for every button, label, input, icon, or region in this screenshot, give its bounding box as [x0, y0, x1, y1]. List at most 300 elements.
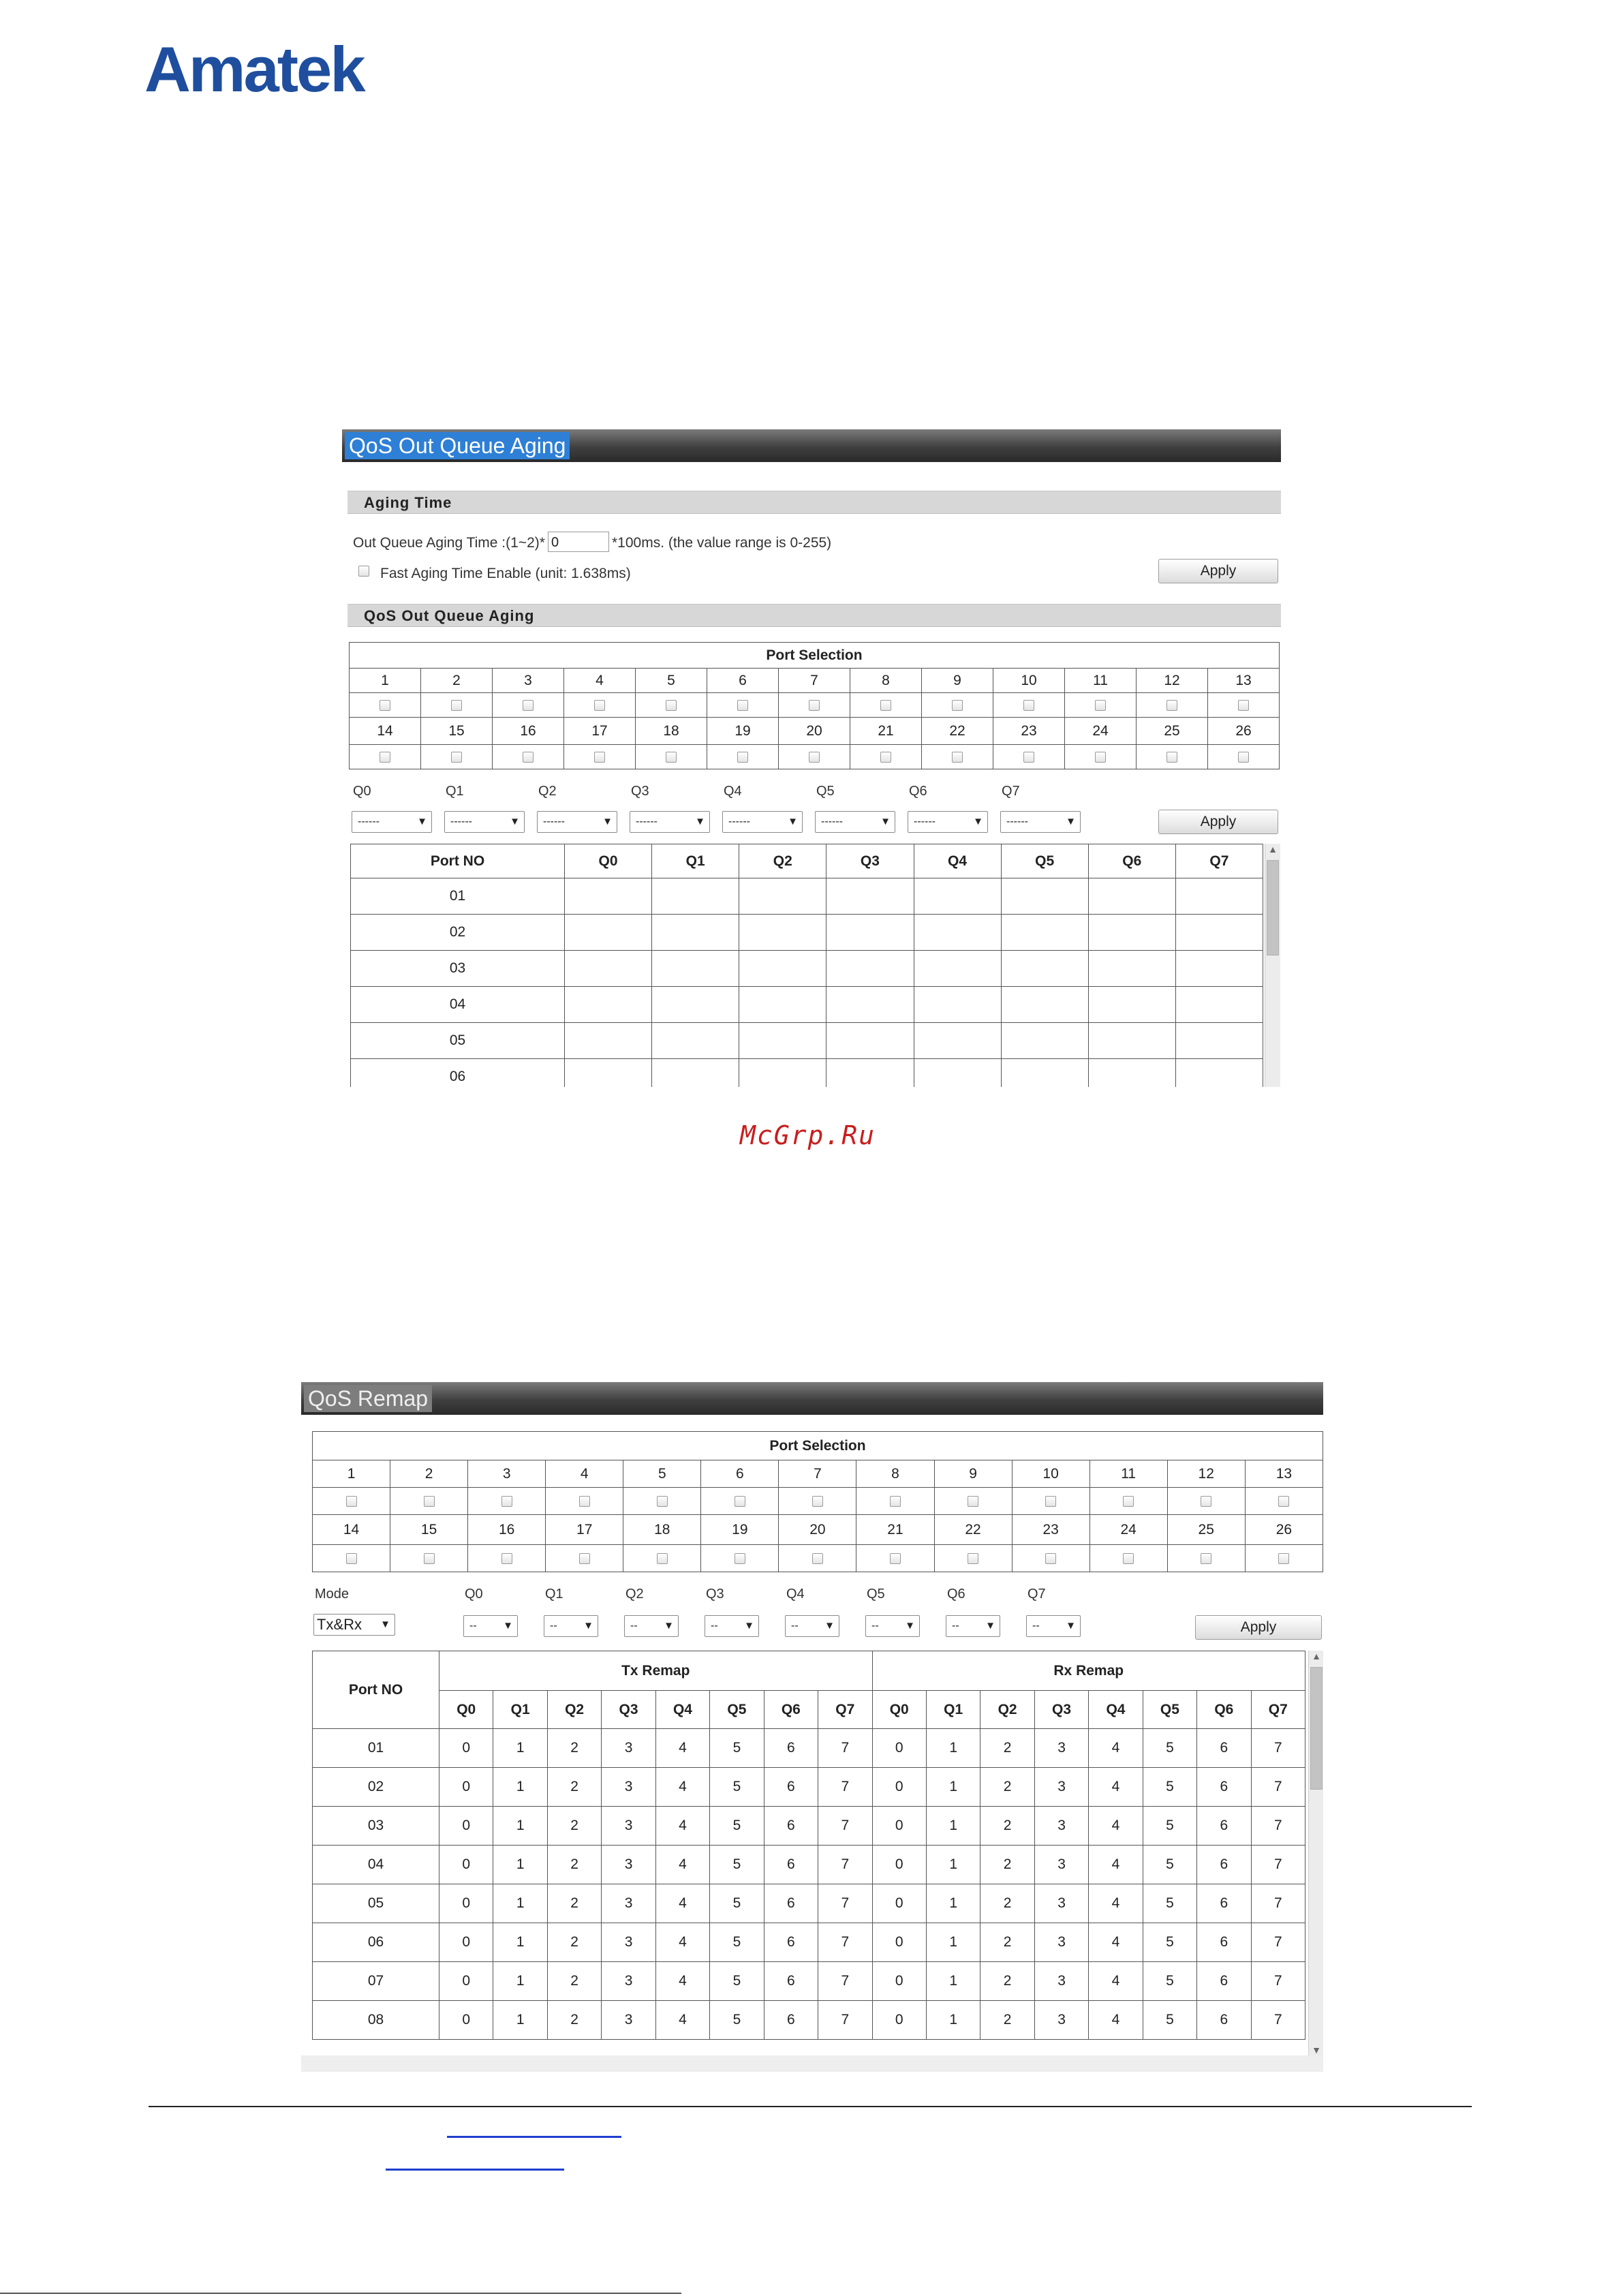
port-cell: 03: [351, 951, 565, 987]
apply-remap-button[interactable]: Apply: [1195, 1615, 1322, 1640]
tx-remap-cell: 6: [764, 1846, 818, 1884]
port-checkbox[interactable]: [523, 700, 534, 711]
tx-remap-cell: 0: [439, 1807, 493, 1846]
port-label: 18: [636, 718, 707, 745]
queue-select-q5[interactable]: [815, 811, 895, 833]
port-checkbox[interactable]: [451, 700, 462, 711]
port-label: 5: [623, 1460, 701, 1488]
queue-header: Q0: [565, 844, 652, 878]
port-label: 7: [779, 669, 850, 693]
apply-queue-button[interactable]: Apply: [1158, 810, 1278, 834]
port-checkbox[interactable]: [657, 1553, 668, 1564]
port-selection-table: [349, 642, 1280, 769]
rx-remap-cell: 3: [1034, 1923, 1088, 1962]
port-checkbox[interactable]: [346, 1496, 357, 1507]
queue-label-q1: Q1: [446, 784, 464, 799]
rx-remap-cell: 2: [980, 1729, 1034, 1768]
port-label: 2: [421, 669, 493, 693]
tx-remap-cell: 4: [655, 1962, 709, 2001]
port-label: 14: [313, 1515, 390, 1545]
rx-remap-cell: 3: [1034, 2001, 1088, 2040]
port-checkbox[interactable]: [890, 1496, 901, 1507]
tx-remap-cell: 0: [439, 1962, 493, 2001]
tx-remap-cell: 2: [547, 1962, 601, 2001]
rx-remap-cell: 5: [1143, 1884, 1196, 1923]
footer-divider: [149, 2106, 1472, 2107]
port-checkbox[interactable]: [1201, 1496, 1211, 1507]
remap-table-scrollbar[interactable]: [1308, 1651, 1323, 2055]
tx-remap-cell: 1: [493, 1846, 547, 1884]
port-label: 10: [1012, 1460, 1089, 1488]
port-label: 16: [493, 718, 564, 745]
queue-select-q0[interactable]: [463, 1615, 518, 1637]
rx-remap-cell: 7: [1251, 1768, 1305, 1807]
tx-remap-cell: 3: [602, 1923, 655, 1962]
port-label: 8: [850, 669, 922, 693]
rx-remap-cell: 4: [1089, 2001, 1143, 2040]
port-checkbox[interactable]: [1238, 700, 1249, 711]
queue-header: Q5: [1001, 844, 1088, 878]
tx-remap-cell: 5: [710, 2001, 764, 2040]
fast-aging-label: Fast Aging Time Enable (unit: 1.638ms): [380, 566, 631, 581]
port-checkbox[interactable]: [880, 752, 891, 763]
port-label: 17: [564, 718, 636, 745]
rx-remap-cell: 1: [926, 1846, 980, 1884]
tx-queue-header: Q4: [655, 1691, 709, 1729]
table-row: [313, 1923, 1305, 1962]
tx-queue-header: Q6: [764, 1691, 818, 1729]
select-value: ------: [728, 816, 750, 827]
mode-label: Mode: [315, 1587, 350, 1602]
tx-remap-cell: 4: [655, 1923, 709, 1962]
port-label: 3: [493, 669, 564, 693]
port-label: 22: [934, 1515, 1012, 1545]
port-checkbox[interactable]: [1095, 752, 1106, 763]
rx-remap-cell: 6: [1197, 1807, 1251, 1846]
queue-select-q3[interactable]: [705, 1615, 759, 1637]
rx-remap-cell: 5: [1143, 2001, 1196, 2040]
rx-remap-cell: 6: [1197, 1729, 1251, 1768]
amatek-logo: Amatek: [144, 33, 364, 105]
rx-queue-header: Q4: [1089, 1691, 1143, 1729]
port-label: 20: [779, 1515, 856, 1545]
remap-table: [312, 1651, 1305, 2040]
dropdown-arrow-icon: ▼: [1066, 816, 1076, 827]
tx-queue-header: Q0: [439, 1691, 493, 1729]
port-label: 13: [1245, 1460, 1323, 1488]
rx-remap-cell: 6: [1197, 1923, 1251, 1962]
port-checkbox[interactable]: [666, 752, 677, 763]
port-label: 1: [313, 1460, 390, 1488]
port-checkbox[interactable]: [594, 700, 605, 711]
rx-remap-cell: 7: [1251, 1729, 1305, 1768]
port-label: 10: [993, 669, 1065, 693]
port-label: 13: [1208, 669, 1280, 693]
tx-remap-cell: 0: [439, 1768, 493, 1807]
table-row: [313, 1807, 1305, 1846]
port-checkbox[interactable]: [1123, 1553, 1134, 1564]
port-checkbox[interactable]: [594, 752, 605, 763]
tx-remap-cell: 0: [439, 1846, 493, 1884]
scroll-up-icon[interactable]: ▲: [1312, 1651, 1321, 1662]
rx-remap-header: Rx Remap: [872, 1651, 1305, 1691]
port-label: 9: [934, 1460, 1012, 1488]
dropdown-arrow-icon: ▼: [510, 816, 520, 827]
port-checkbox[interactable]: [735, 1553, 745, 1564]
port-cell: 04: [313, 1846, 439, 1884]
rx-remap-cell: 5: [1143, 1962, 1196, 2001]
select-value: --: [1032, 1620, 1040, 1632]
queue-select-q3[interactable]: [630, 811, 710, 833]
port-checkbox[interactable]: [380, 752, 390, 763]
rx-remap-cell: 2: [980, 2001, 1034, 2040]
port-label: 24: [1089, 1515, 1167, 1545]
port-checkbox[interactable]: [890, 1553, 901, 1564]
dropdown-arrow-icon: ▼: [985, 1620, 995, 1632]
tx-remap-cell: 0: [439, 2001, 493, 2040]
tx-remap-cell: 3: [602, 2001, 655, 2040]
port-label: 15: [421, 718, 493, 745]
tx-remap-cell: 5: [710, 1846, 764, 1884]
port-label: 23: [1012, 1515, 1089, 1545]
rx-remap-cell: 6: [1197, 1768, 1251, 1807]
port-checkbox[interactable]: [1238, 752, 1249, 763]
port-checkbox[interactable]: [1095, 700, 1106, 711]
rx-remap-cell: 7: [1251, 1962, 1305, 2001]
port-checkbox[interactable]: [1123, 1496, 1134, 1507]
tx-remap-cell: 0: [439, 1923, 493, 1962]
port-checkbox[interactable]: [424, 1553, 435, 1564]
dropdown-arrow-icon: ▼: [824, 1620, 835, 1632]
select-value: --: [550, 1620, 557, 1632]
port-label: 4: [564, 669, 636, 693]
queue-label-q0: Q0: [465, 1587, 483, 1602]
port-checkbox[interactable]: [1166, 700, 1177, 711]
rx-remap-cell: 2: [980, 1846, 1034, 1884]
port-label: 19: [701, 1515, 779, 1545]
select-value: ------: [450, 816, 472, 827]
rx-remap-cell: 6: [1197, 1962, 1251, 2001]
rx-remap-cell: 0: [872, 1962, 926, 2001]
rx-remap-cell: 0: [872, 2001, 926, 2040]
tx-queue-header: Q5: [710, 1691, 764, 1729]
dropdown-arrow-icon: ▼: [503, 1620, 513, 1632]
tx-remap-cell: 3: [602, 1846, 655, 1884]
aging-time-section-header: Aging Time: [347, 491, 1281, 514]
queue-label-q2: Q2: [625, 1587, 644, 1602]
rx-remap-cell: 0: [872, 1923, 926, 1962]
tx-remap-cell: 2: [547, 1729, 601, 1768]
aging-time-suffix: *100ms. (the value range is 0-255): [612, 535, 832, 551]
port-label: 20: [779, 718, 850, 745]
table-row: [351, 987, 1263, 1023]
queue-select-q4[interactable]: [722, 811, 803, 833]
port-checkbox[interactable]: [501, 1553, 512, 1564]
tx-remap-cell: 7: [818, 1729, 872, 1768]
port-checkbox[interactable]: [579, 1496, 590, 1507]
port-label: 4: [546, 1460, 623, 1488]
select-value: ------: [1006, 816, 1028, 827]
port-checkbox[interactable]: [657, 1496, 668, 1507]
select-value: --: [630, 1620, 638, 1632]
tx-remap-cell: 0: [439, 1884, 493, 1923]
port-checkbox[interactable]: [952, 700, 963, 711]
queue-header: Q7: [1175, 844, 1263, 878]
queue-select-q0[interactable]: [352, 811, 432, 833]
rx-remap-cell: 3: [1034, 1846, 1088, 1884]
port-checkbox[interactable]: [666, 700, 677, 711]
port-label: 25: [1137, 718, 1208, 745]
select-value: ------: [358, 816, 380, 827]
rx-remap-cell: 2: [980, 1962, 1034, 2001]
rx-remap-cell: 7: [1251, 1846, 1305, 1884]
tx-remap-cell: 7: [818, 1846, 872, 1884]
tx-queue-header: Q1: [493, 1691, 547, 1729]
queue-select-q6[interactable]: [946, 1615, 1000, 1637]
port-cell: 01: [351, 878, 565, 915]
rx-remap-cell: 5: [1143, 1923, 1196, 1962]
tx-remap-cell: 7: [818, 2001, 872, 2040]
dropdown-arrow-icon: ▼: [1066, 1620, 1076, 1632]
port-checkbox[interactable]: [952, 752, 963, 763]
footer-link-underline[interactable]: [447, 2136, 621, 2138]
dropdown-arrow-icon: ▼: [695, 816, 705, 827]
queue-label-q6: Q6: [909, 784, 927, 799]
tx-remap-cell: 5: [710, 1807, 764, 1846]
port-checkbox[interactable]: [451, 752, 462, 763]
tx-remap-cell: 3: [602, 1962, 655, 2001]
tx-remap-cell: 5: [710, 1962, 764, 2001]
queue-select-q7[interactable]: [1026, 1615, 1081, 1637]
dropdown-arrow-icon: ▼: [880, 816, 891, 827]
port-checkbox[interactable]: [812, 1553, 823, 1564]
rx-remap-cell: 1: [926, 1729, 980, 1768]
select-value: ------: [636, 816, 658, 827]
tx-remap-cell: 5: [710, 1729, 764, 1768]
scroll-down-icon[interactable]: ▼: [1312, 2045, 1321, 2055]
port-checkbox[interactable]: [735, 1496, 745, 1507]
rx-remap-cell: 4: [1089, 1846, 1143, 1884]
rx-remap-cell: 0: [872, 1846, 926, 1884]
port-cell: 07: [313, 1962, 439, 2001]
mode-select[interactable]: [313, 1614, 395, 1636]
table-row: [313, 2001, 1305, 2040]
port-selection-title: Port Selection: [350, 643, 1280, 669]
port-checkbox[interactable]: [737, 700, 748, 711]
rx-queue-header: Q6: [1197, 1691, 1251, 1729]
rx-remap-cell: 1: [926, 1962, 980, 2001]
tx-remap-cell: 1: [493, 1729, 547, 1768]
port-label: 3: [468, 1460, 546, 1488]
queue-select-q1[interactable]: [544, 1615, 598, 1637]
port-cell: 03: [313, 1807, 439, 1846]
port-cell: 06: [313, 1923, 439, 1962]
rx-remap-cell: 5: [1143, 1807, 1196, 1846]
dropdown-arrow-icon: ▼: [583, 1620, 593, 1632]
tx-remap-cell: 3: [602, 1807, 655, 1846]
aging-time-input[interactable]: 0: [548, 532, 609, 552]
tx-remap-cell: 2: [547, 2001, 601, 2040]
port-checkbox[interactable]: [968, 1553, 978, 1564]
queue-label-q3: Q3: [706, 1587, 724, 1602]
table-row: [313, 1884, 1305, 1923]
port-label: 7: [779, 1460, 856, 1488]
queue-label-q3: Q3: [631, 784, 649, 799]
qos-out-queue-aging-panel: [342, 429, 1281, 1087]
port-checkbox[interactable]: [737, 752, 748, 763]
queue-select-q5[interactable]: [865, 1615, 920, 1637]
queue-header: Q1: [652, 844, 739, 878]
port-label: 18: [623, 1515, 701, 1545]
tx-remap-cell: 7: [818, 1884, 872, 1923]
tx-remap-cell: 6: [764, 1962, 818, 2001]
port-label: 8: [856, 1460, 934, 1488]
port-checkbox[interactable]: [809, 700, 820, 711]
queue-label-q7: Q7: [1002, 784, 1020, 799]
tx-queue-header: Q2: [547, 1691, 601, 1729]
select-value: --: [711, 1620, 718, 1632]
rx-remap-cell: 7: [1251, 1923, 1305, 1962]
port-label: 25: [1167, 1515, 1245, 1545]
port-checkbox[interactable]: [809, 752, 820, 763]
select-value: Tx&Rx: [317, 1616, 362, 1633]
dropdown-arrow-icon: ▼: [380, 1619, 390, 1630]
table-row: [351, 951, 1263, 987]
port-label: 16: [468, 1515, 546, 1545]
rx-queue-header: Q7: [1251, 1691, 1305, 1729]
port-label: 11: [1065, 669, 1137, 693]
port-checkbox[interactable]: [579, 1553, 590, 1564]
rx-remap-cell: 4: [1089, 1729, 1143, 1768]
tx-remap-cell: 3: [602, 1729, 655, 1768]
rx-queue-header: Q3: [1034, 1691, 1088, 1729]
rx-remap-cell: 4: [1089, 1962, 1143, 2001]
queue-label-q5: Q5: [867, 1587, 885, 1602]
port-cell: 02: [313, 1768, 439, 1807]
port-checkbox[interactable]: [1023, 752, 1034, 763]
dropdown-arrow-icon: ▼: [417, 816, 427, 827]
queue-label-q7: Q7: [1027, 1587, 1046, 1602]
tx-remap-header: Tx Remap: [439, 1651, 873, 1691]
select-value: ------: [543, 816, 565, 827]
tx-remap-cell: 1: [493, 1962, 547, 2001]
queue-label-q4: Q4: [724, 784, 742, 799]
page-bottom-rule: [0, 2293, 681, 2294]
port-label: 26: [1208, 718, 1280, 745]
port-label: 12: [1167, 1460, 1245, 1488]
rx-remap-cell: 7: [1251, 1807, 1305, 1846]
tx-remap-cell: 7: [818, 1962, 872, 2001]
port-checkbox[interactable]: [1045, 1496, 1056, 1507]
fast-aging-checkbox[interactable]: [358, 566, 369, 577]
queue-select-q7[interactable]: [1000, 811, 1081, 833]
port-checkbox[interactable]: [1045, 1553, 1056, 1564]
tx-remap-cell: 3: [602, 1768, 655, 1807]
tx-remap-cell: 4: [655, 1846, 709, 1884]
port-checkbox[interactable]: [380, 700, 390, 711]
aging-time-label: Out Queue Aging Time :(1~2)*: [353, 535, 545, 551]
queue-label-q0: Q0: [353, 784, 371, 799]
port-checkbox[interactable]: [346, 1553, 357, 1564]
tx-remap-cell: 3: [602, 1884, 655, 1923]
port-cell: 06: [351, 1059, 565, 1088]
queue-select-q6[interactable]: [908, 811, 988, 833]
port-checkbox[interactable]: [523, 752, 534, 763]
port-no-header: Port NO: [313, 1651, 439, 1729]
queue-aging-section-header: QoS Out Queue Aging: [347, 604, 1281, 627]
port-checkbox[interactable]: [424, 1496, 435, 1507]
port-checkbox[interactable]: [1023, 700, 1034, 711]
apply-aging-button[interactable]: Apply: [1158, 559, 1278, 583]
port-checkbox[interactable]: [1201, 1553, 1211, 1564]
footer-link-underline[interactable]: [386, 2169, 564, 2171]
tx-remap-cell: 2: [547, 1884, 601, 1923]
scrollbar-thumb[interactable]: [1267, 860, 1279, 955]
queue-label-q4: Q4: [786, 1587, 805, 1602]
rx-remap-cell: 3: [1034, 1962, 1088, 2001]
port-label: 14: [350, 718, 421, 745]
port-checkbox[interactable]: [1278, 1553, 1289, 1564]
rx-remap-cell: 3: [1034, 1729, 1088, 1768]
rx-remap-cell: 6: [1197, 1884, 1251, 1923]
queue-label-q5: Q5: [816, 784, 835, 799]
scroll-up-icon[interactable]: ▲: [1268, 844, 1278, 855]
tx-remap-cell: 4: [655, 1729, 709, 1768]
rx-remap-cell: 2: [980, 1884, 1034, 1923]
queue-header: Q3: [826, 844, 914, 878]
tx-remap-cell: 5: [710, 1923, 764, 1962]
port-checkbox[interactable]: [968, 1496, 978, 1507]
queue-select-q2[interactable]: [537, 811, 617, 833]
rx-remap-cell: 4: [1089, 1884, 1143, 1923]
port-checkbox[interactable]: [1166, 752, 1177, 763]
port-checkbox[interactable]: [880, 700, 891, 711]
select-value: --: [469, 1620, 477, 1632]
dropdown-arrow-icon: ▼: [602, 816, 613, 827]
select-value: --: [871, 1620, 879, 1632]
tx-remap-cell: 5: [710, 1768, 764, 1807]
dropdown-arrow-icon: ▼: [664, 1620, 674, 1632]
tx-remap-cell: 2: [547, 1846, 601, 1884]
queue-select-q1[interactable]: [444, 811, 525, 833]
rx-remap-cell: 1: [926, 1768, 980, 1807]
scrollbar-thumb[interactable]: [1310, 1667, 1323, 1790]
queue-select-q2[interactable]: [624, 1615, 679, 1637]
table-row: [351, 915, 1263, 951]
port-cell: 05: [313, 1884, 439, 1923]
rx-queue-header: Q1: [926, 1691, 980, 1729]
port-checkbox[interactable]: [501, 1496, 512, 1507]
dropdown-arrow-icon: ▼: [973, 816, 983, 827]
tx-remap-cell: 7: [818, 1807, 872, 1846]
rx-remap-cell: 2: [980, 1807, 1034, 1846]
port-checkbox[interactable]: [1278, 1496, 1289, 1507]
queue-select-q4[interactable]: [785, 1615, 839, 1637]
port-checkbox[interactable]: [812, 1496, 823, 1507]
tx-remap-cell: 6: [764, 1807, 818, 1846]
panel-title: QoS Remap: [304, 1385, 432, 1412]
port-label: 1: [350, 669, 421, 693]
tx-queue-header: Q3: [602, 1691, 655, 1729]
rx-remap-cell: 2: [980, 1768, 1034, 1807]
tx-remap-cell: 2: [547, 1923, 601, 1962]
tx-remap-cell: 4: [655, 2001, 709, 2040]
aging-table-scrollbar[interactable]: [1265, 844, 1280, 1087]
queue-label-q1: Q1: [545, 1587, 563, 1602]
port-cell: 04: [351, 987, 565, 1023]
port-label: 19: [707, 718, 779, 745]
tx-remap-cell: 0: [439, 1729, 493, 1768]
